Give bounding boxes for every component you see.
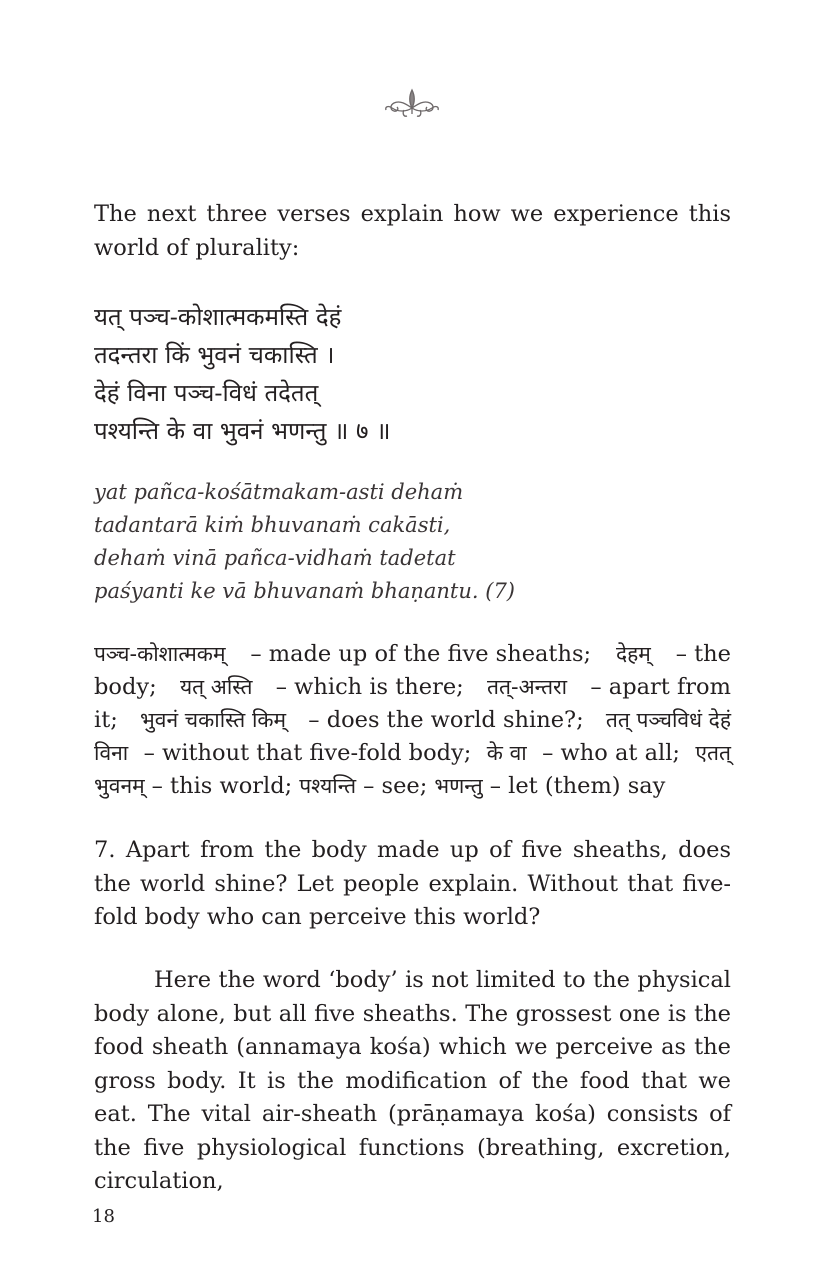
sanskrit-term: भुवनम् bbox=[94, 774, 145, 798]
transliterated-verse bbox=[94, 476, 731, 608]
sanskrit-term: के वा bbox=[486, 741, 527, 765]
sanskrit-term: विना bbox=[94, 741, 129, 765]
meaning: – this world; bbox=[151, 773, 293, 799]
meaning: body; bbox=[94, 674, 157, 700]
word-meanings bbox=[94, 638, 731, 803]
sanskrit-verse bbox=[94, 298, 731, 450]
sanskrit-term: पञ्च-कोशात्मकम् bbox=[94, 642, 226, 666]
sanskrit-term: तत् पञ्चविधं देहं bbox=[605, 708, 731, 732]
sanskrit-term: यत् अस्ति bbox=[179, 675, 253, 699]
meaning: – the bbox=[675, 641, 731, 667]
word-meaning-line bbox=[94, 671, 731, 704]
meaning: it; bbox=[94, 707, 118, 733]
verse-line: देहं विना पञ्च-विधं तदेतत् bbox=[94, 379, 319, 407]
translit-line: tadantarā kiṁ bhuvanaṁ cakāsti, bbox=[94, 513, 451, 537]
meaning: – see; bbox=[363, 773, 428, 799]
sanskrit-term: भणन्तु bbox=[434, 774, 483, 798]
word-meaning-line bbox=[94, 638, 731, 671]
sanskrit-term: पश्यन्ति bbox=[299, 774, 357, 798]
translit-line: yat pañca-kośātmakam-asti dehaṁ bbox=[94, 480, 464, 504]
sanskrit-term: तत्-अन्तरा bbox=[487, 675, 568, 699]
page-number: 18 bbox=[92, 1206, 115, 1227]
word-meaning-line bbox=[94, 704, 731, 737]
commentary-paragraph: Here the word ‘body’ is not limited to the physical body alone, but all five sheaths. The grossest one is the food sheath (annamaya kośa) which we perceive as the gross body. It is the modification of the food that we eat. The vital air-sheath (prāṇamaya kośa) consists of the five physiological functions (breathing, excretion, circulation, bbox=[94, 967, 731, 1194]
sanskrit-term: देहम् bbox=[615, 642, 651, 666]
intro-paragraph: The next three verses explain how we experience this world of plurality: bbox=[94, 201, 731, 261]
translit-line: dehaṁ vinā pañca-vidhaṁ tadetat bbox=[94, 546, 456, 570]
meaning: – who at all; bbox=[542, 740, 680, 766]
translit-line: paśyanti ke vā bhuvanaṁ bhaṇantu. (7) bbox=[94, 579, 515, 603]
sanskrit-term: भुवनं चकास्ति किम् bbox=[140, 708, 287, 732]
meaning: – made up of the five sheaths; bbox=[250, 641, 592, 667]
floral-ornament-icon bbox=[382, 86, 442, 120]
meaning: – let (them) say bbox=[489, 773, 666, 799]
verse-translation: 7. Apart from the body made up of five sheaths, does the world shine? Let people explain. Without that five-fold body who can perceive this world? bbox=[94, 837, 731, 930]
word-meaning-line bbox=[94, 737, 731, 770]
verse-line: पश्यन्ति के वा भुवनं भणन्तु ॥ ७ ॥ bbox=[94, 417, 391, 445]
word-meaning-line bbox=[94, 770, 731, 803]
verse-line: तदन्तरा किं भुवनं चकास्ति । bbox=[94, 341, 335, 369]
verse-line: यत् पञ्च-कोशात्मकमस्ति देहं bbox=[94, 303, 342, 331]
meaning: – does the world shine?; bbox=[308, 707, 584, 733]
meaning: – apart from bbox=[590, 674, 731, 700]
meaning: – which is there; bbox=[275, 674, 464, 700]
meaning: – without that five-fold body; bbox=[143, 740, 472, 766]
sanskrit-term: एतत् bbox=[695, 741, 731, 765]
